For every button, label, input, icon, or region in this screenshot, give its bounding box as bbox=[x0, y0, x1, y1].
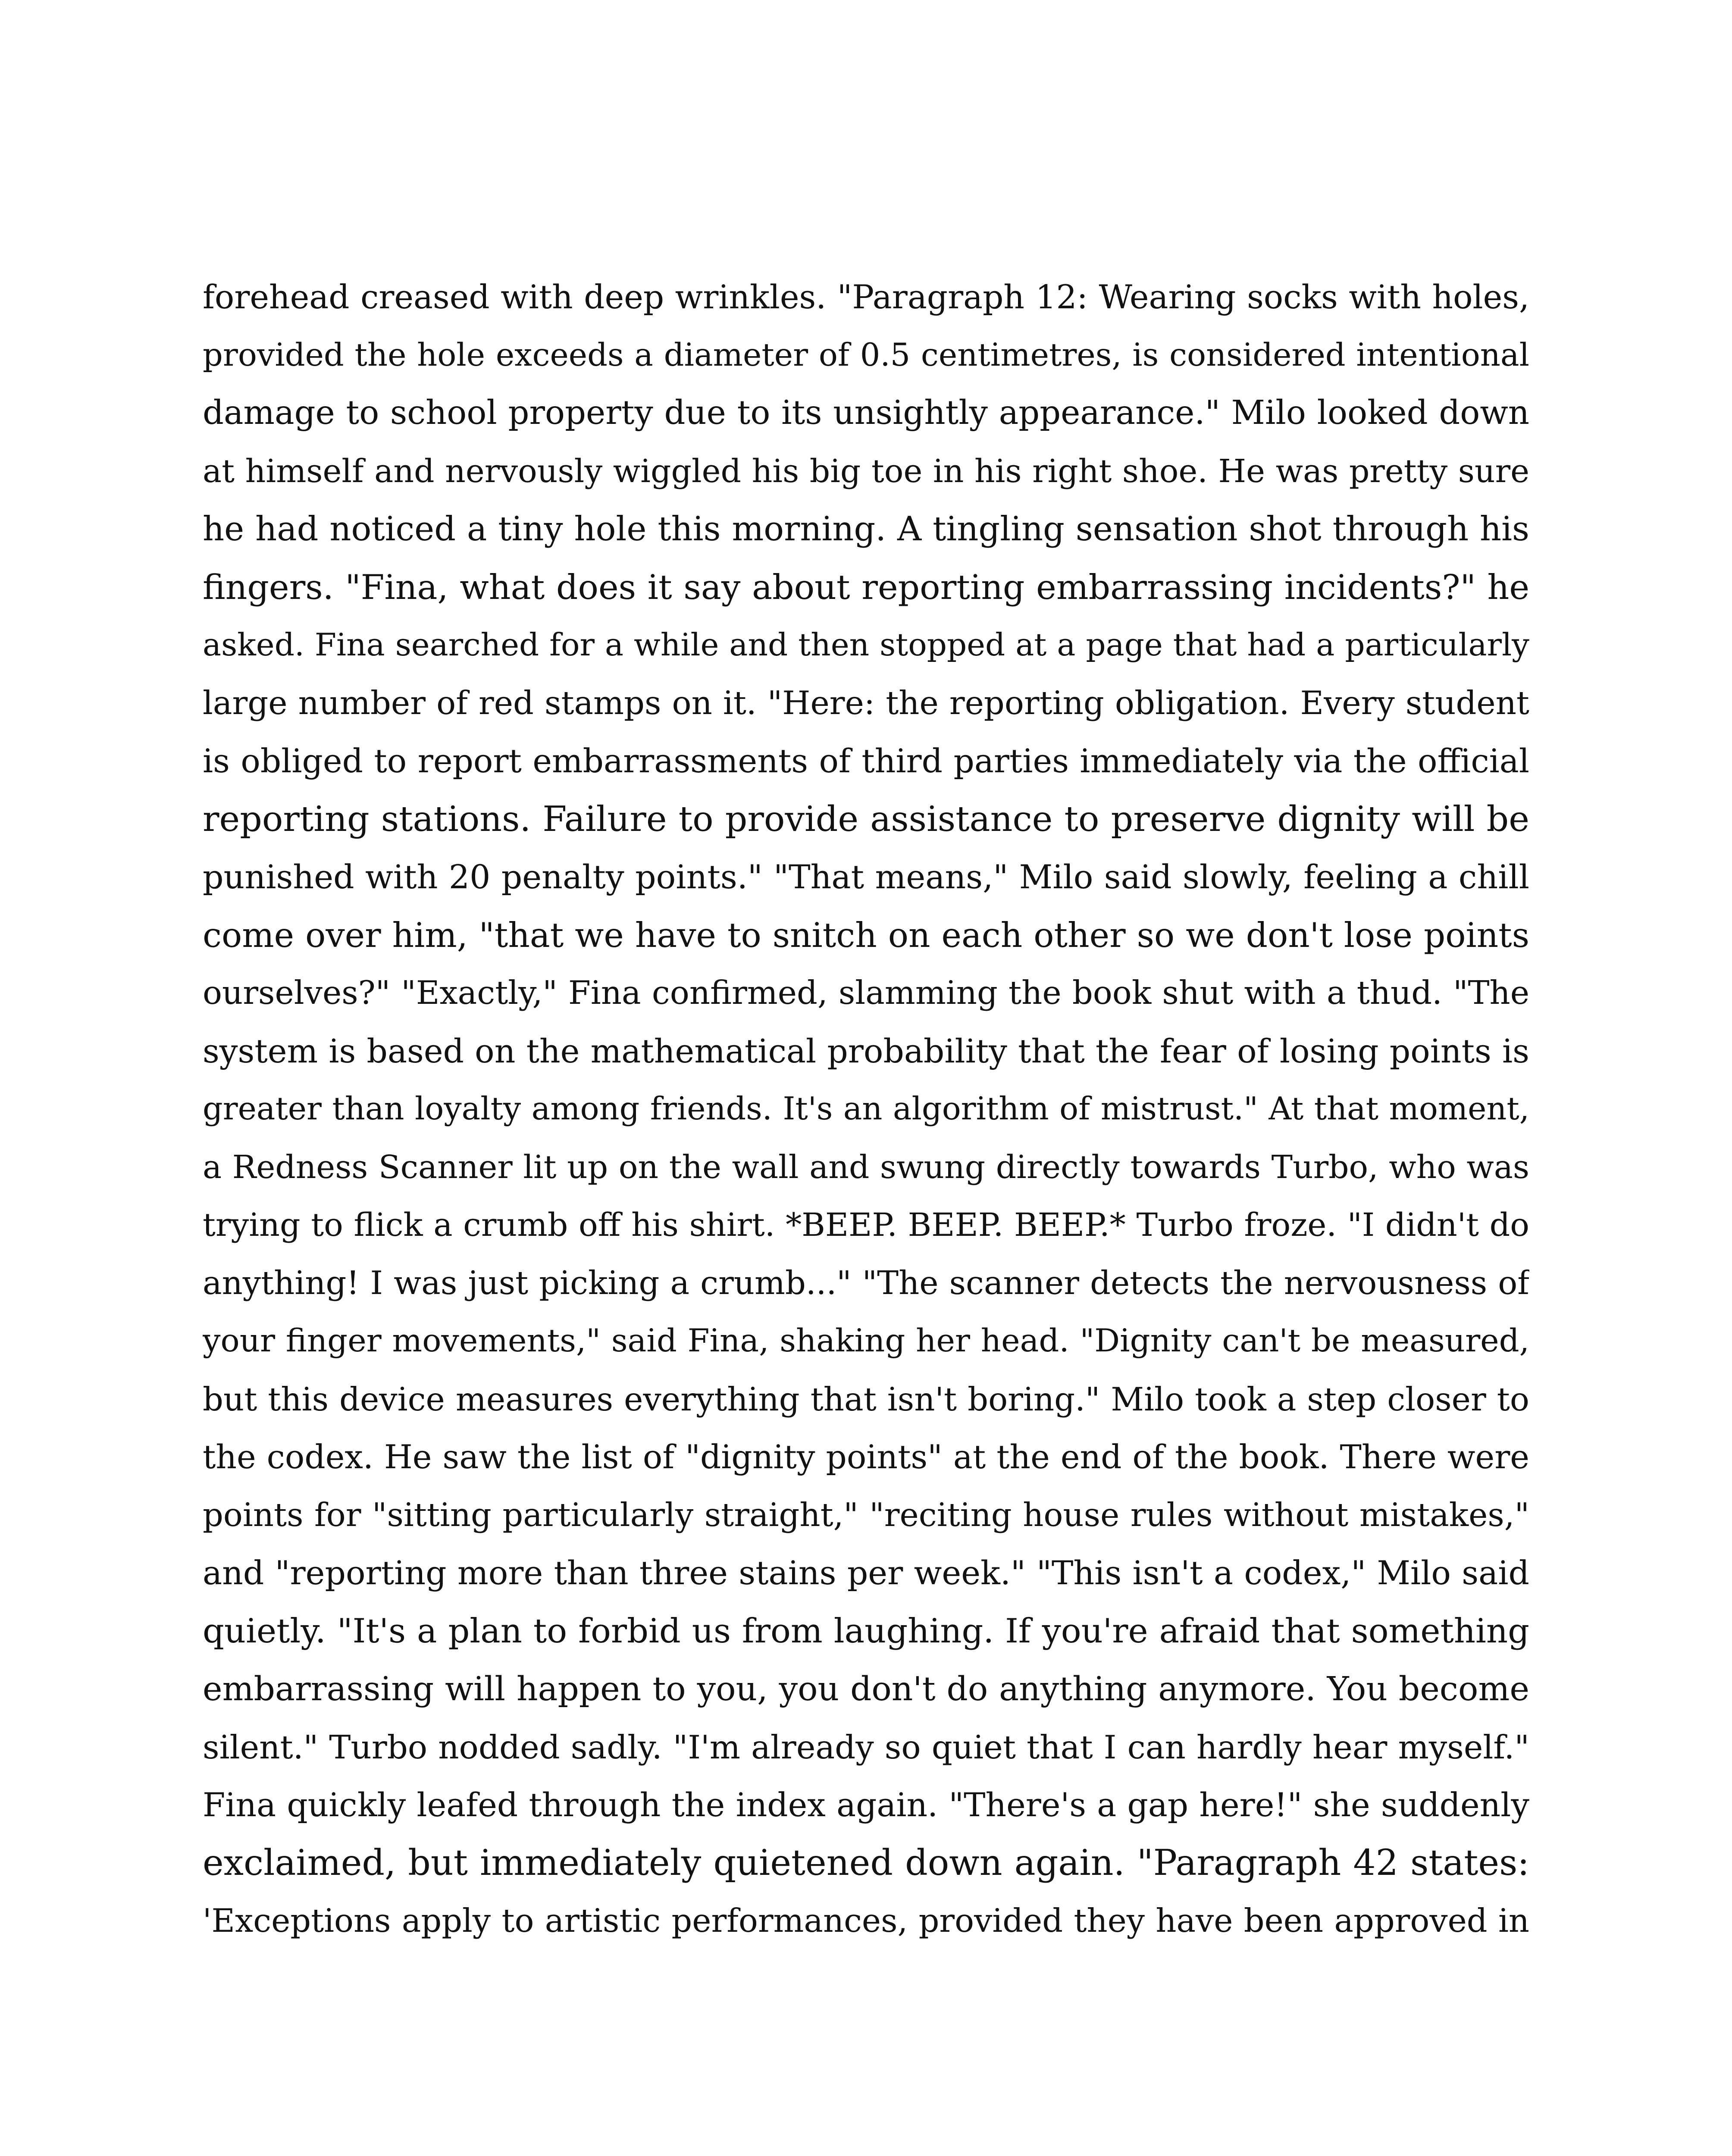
text-line: come over him, "that we have to snitch on each other so we don't lose points bbox=[203, 915, 1529, 955]
text-line: punished with 20 penalty points." "That means," Milo said slowly, feeling a chill bbox=[203, 858, 1529, 896]
text-line: asked. Fina searched for a while and then stopped at a page that had a particularly bbox=[203, 627, 1529, 663]
text-line: points for "sitting particularly straight," "reciting house rules without mistakes," bbox=[203, 1496, 1529, 1534]
text-line: reporting stations. Failure to provide assistance to preserve dignity will be bbox=[203, 799, 1529, 840]
text-line: is obliged to report embarrassments of third parties immediately via the official bbox=[203, 742, 1529, 780]
text-line: but this device measures everything that isn't boring." Milo took a step closer to bbox=[203, 1380, 1529, 1418]
text-line: damage to school property due to its unsightly appearance." Milo looked down bbox=[203, 394, 1529, 432]
text-line: anything! I was just picking a crumb..." "The scanner detects the nervousness of bbox=[203, 1264, 1529, 1302]
text-line: he had noticed a tiny hole this morning. A tingling sensation shot through his bbox=[203, 510, 1529, 548]
text-line: large number of red stamps on it. "Here: the reporting obligation. Every student bbox=[203, 684, 1529, 722]
text-line: exclaimed, but immediately quietened down again. "Paragraph 42 states: bbox=[203, 1842, 1529, 1883]
text-line: your finger movements," said Fina, shaking her head. "Dignity can't be measured, bbox=[203, 1322, 1529, 1359]
text-line: quietly. "It's a plan to forbid us from laughing. If you're afraid that something bbox=[203, 1611, 1529, 1651]
text-line: embarrassing will happen to you, you don't do anything anymore. You become bbox=[203, 1670, 1529, 1708]
text-line: the codex. He saw the list of "dignity points" at the end of the book. There were bbox=[203, 1438, 1529, 1476]
text-line: a Redness Scanner lit up on the wall and swung directly towards Turbo, who was bbox=[203, 1148, 1529, 1186]
text-line: trying to flick a crumb off his shirt. *BEEP. BEEP. BEEP.* Turbo froze. "I didn't do bbox=[203, 1206, 1529, 1244]
text-line: and "reporting more than three stains per week." "This isn't a codex," Milo said bbox=[203, 1554, 1529, 1592]
text-line: provided the hole exceeds a diameter of 0.5 centimetres, is considered intentional bbox=[203, 336, 1529, 373]
text-line: at himself and nervously wiggled his big toe in his right shoe. He was pretty sure bbox=[203, 452, 1529, 490]
text-line: 'Exceptions apply to artistic performances, provided they have been approved in bbox=[203, 1902, 1529, 1940]
text-line: fingers. "Fina, what does it say about reporting embarrassing incidents?" he bbox=[203, 567, 1529, 607]
text-line: system is based on the mathematical probability that the fear of losing points is bbox=[203, 1032, 1529, 1070]
text-line: ourselves?" "Exactly," Fina confirmed, slamming the book shut with a thud. "The bbox=[203, 974, 1529, 1012]
text-line: forehead creased with deep wrinkles. "Paragraph 12: Wearing socks with holes, bbox=[203, 278, 1529, 316]
text-line: Fina quickly leafed through the index again. "There's a gap here!" she suddenly bbox=[203, 1786, 1529, 1824]
text-line: silent." Turbo nodded sadly. "I'm already so quiet that I can hardly hear myself." bbox=[203, 1728, 1529, 1766]
text-line: greater than loyalty among friends. It's an algorithm of mistrust." At that moment, bbox=[203, 1091, 1529, 1127]
body-text bbox=[203, 268, 1529, 1950]
